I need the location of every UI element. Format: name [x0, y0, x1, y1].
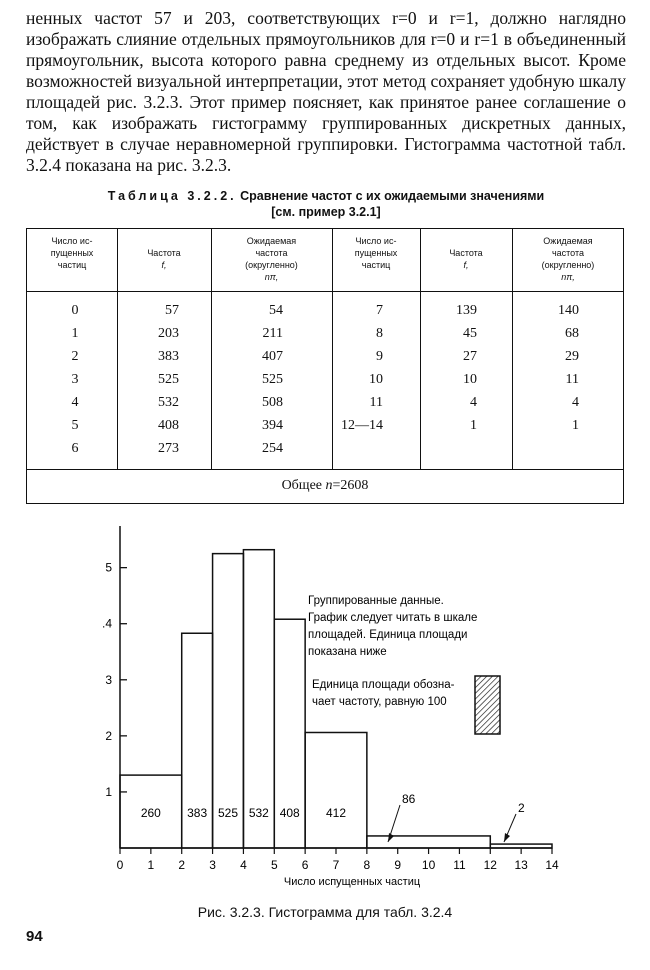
x-tick-label: 7 — [332, 858, 340, 872]
x-tick-label: 4 — [240, 858, 247, 872]
table-total: Общее n=2608 — [281, 478, 369, 493]
x-tick-label: 1 — [147, 858, 155, 872]
x-tick-label: 9 — [394, 858, 402, 872]
x-tick-label: 3 — [209, 858, 216, 872]
bar-labels — [141, 792, 525, 842]
annotation-grouped-line-1: Группированные данные. — [308, 595, 444, 607]
x-tick-label: 5 — [270, 858, 278, 872]
x-tick-label: 11 — [453, 858, 466, 872]
x-tick-label: 10 — [421, 858, 436, 872]
table-caption — [26, 188, 626, 220]
table-caption-label: Таблица 3.2.2. — [107, 189, 237, 203]
header-expected-right: Ожидаемая частота (округленно) nπ, — [541, 236, 595, 282]
body-paragraph: ненных частот 57 и 203, соответствующих r=0 и r=1, должно наглядно изображать слияние отдельных прямоугольников для r=0 и r=1 в объединенный прямоугольник, высота которого равна среднему из отдельных высот. Кроме возможностей визуальной интерпретации, этот метод сохраняет удобную шкалу площадей рис. 3.2.3. Этот пример поясняет, как принятое ранее соглашение о том, как изображать гистограмму группированных дискретных данных, действует в случае неравномерной группировки. Гистограмма частотной табл. 3.2.4 показана на рис. 3.2.3. — [26, 8, 626, 175]
y-tick-label: .4 — [101, 616, 112, 631]
histogram-bar — [305, 732, 367, 848]
bar-value-label: 383 — [187, 806, 208, 820]
x-tick-label: 2 — [178, 858, 186, 872]
bar-value-label: 86 — [402, 792, 416, 806]
page-number: 94 — [26, 928, 43, 945]
bar-label-arrowhead — [388, 833, 394, 842]
column-e-left: 54 211 407 525 508 394 254 — [262, 303, 283, 456]
y-tick-label: 5 — [105, 560, 112, 575]
header-freq-right: Частота f, — [449, 248, 483, 270]
table-caption-ref: [см. пример 3.2.1] — [271, 205, 381, 219]
bar-label-arrowhead — [504, 833, 510, 842]
column-r-left: 0 1 2 3 4 5 6 — [71, 303, 79, 456]
column-e-right: 140 68 29 11 4 1 — [558, 303, 579, 433]
header-freq-left: Частота f, — [147, 248, 181, 270]
header-misses-right: Число ис- пущенных частиц — [354, 236, 398, 270]
x-tick-label: 8 — [363, 858, 371, 872]
bar-value-label: 532 — [248, 806, 269, 820]
x-tick-label: 12 — [483, 858, 497, 872]
annotation-grouped-line-2: График следует читать в шкале — [308, 612, 478, 624]
column-f-right: 139 45 27 10 4 1 — [456, 303, 477, 433]
annotation-grouped-line-3: площадей. Единица площади — [308, 629, 468, 641]
figure-caption: Рис. 3.2.3. Гистограмма для табл. 3.2.4 — [197, 904, 453, 920]
x-tick-label: 6 — [301, 858, 309, 872]
histogram-bar — [367, 836, 490, 848]
header-misses-left: Число ис- пущенных частиц — [50, 236, 94, 270]
annotation-grouped — [308, 595, 477, 658]
y-tick-label: 2 — [105, 728, 112, 743]
annotation-grouped-line-4: показана ниже — [308, 646, 387, 658]
y-tick-label: 1 — [105, 784, 112, 799]
x-tick-label: 14 — [545, 858, 559, 872]
unit-area-swatch — [475, 676, 500, 734]
header-expected-left: Ожидаемая частота (округленно) nπ, — [245, 236, 298, 282]
column-f-left: 57 203 383 525 532 408 273 — [158, 303, 179, 456]
bar-value-label: 260 — [140, 806, 161, 820]
y-tick-label: 3 — [105, 672, 112, 687]
x-axis-label: Число испущенных частиц — [283, 876, 421, 888]
annotation-unit-line-1: Единица площади обозна- — [312, 679, 455, 691]
bar-value-label: 525 — [217, 806, 239, 820]
histogram-chart — [0, 512, 650, 897]
y-ticks — [102, 561, 127, 799]
bar-value-label: 408 — [279, 806, 300, 820]
x-tick-label: 0 — [116, 858, 124, 872]
table-caption-text: Сравнение частот с их ожидаемыми значениями — [240, 189, 545, 203]
bar-value-label: 412 — [325, 806, 347, 820]
annotation-unit-line-2: чает частоту, равную 100 — [312, 696, 447, 708]
histogram-bar — [213, 554, 244, 848]
annotation-unit — [312, 679, 455, 708]
histogram-bar — [243, 550, 274, 848]
frequency-table — [26, 228, 624, 504]
x-ticks — [117, 848, 559, 872]
bar-value-label: 2 — [518, 801, 525, 815]
x-tick-label: 13 — [514, 858, 528, 872]
histogram-bar — [490, 844, 552, 848]
column-r-right: 7 8 9 10 11 12—14 — [341, 303, 383, 433]
